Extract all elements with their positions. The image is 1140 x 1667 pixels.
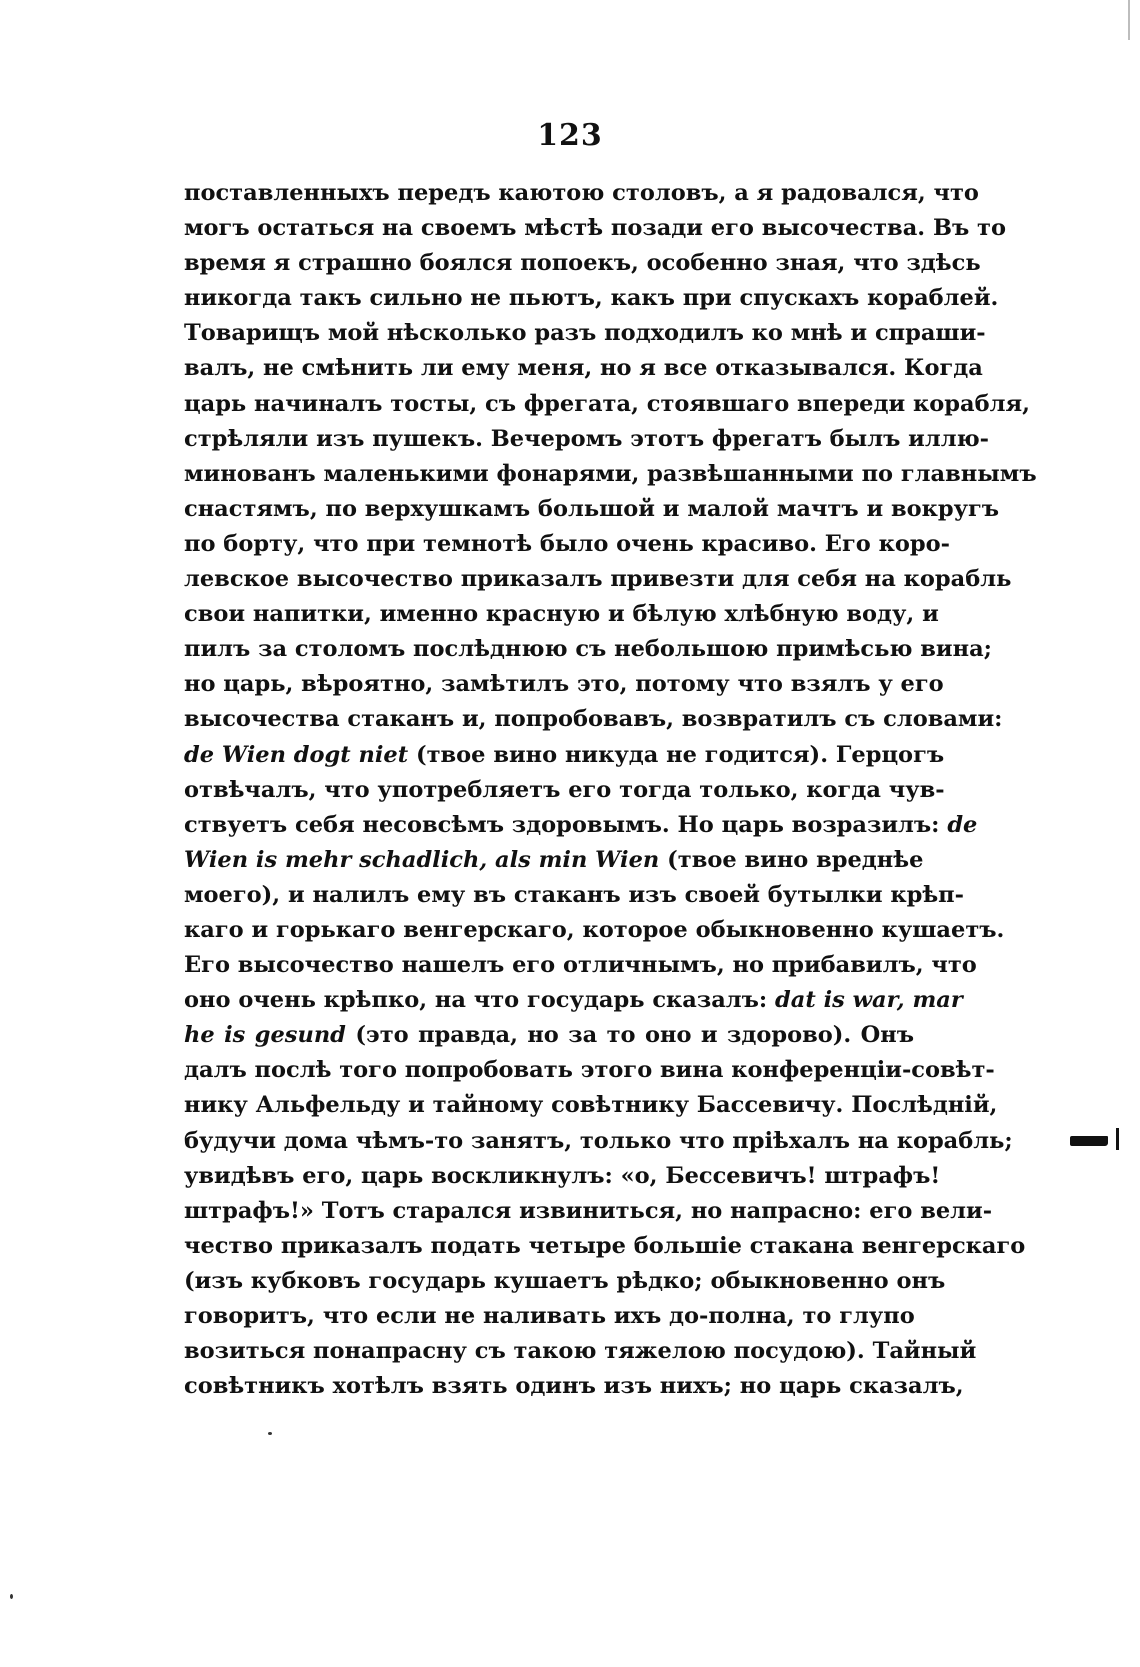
text-segment: Товарищъ мой нѣсколько разъ подходилъ ко мнѣ и спраши-	[184, 320, 986, 347]
text-segment: снастямъ, по верхушкамъ большой и малой мачтъ и вокругъ	[184, 495, 1000, 522]
text-line	[184, 316, 986, 351]
text-line	[184, 1053, 995, 1088]
text-segment: по борту, что при темнотѣ было очень красиво. Его коро-	[184, 530, 950, 557]
text-segment: увидѣвъ его, царь воскликнулъ: «о, Бессевичъ! штрафъ!	[184, 1162, 941, 1189]
text-segment: говоритъ, что если не наливать ихъ до-полна, то глупо	[184, 1303, 915, 1329]
text-segment: стрѣляли изъ пушекъ. Вечеромъ этотъ фрегатъ былъ иллю-	[184, 425, 990, 452]
text-line	[184, 948, 977, 983]
scan-speck	[268, 1432, 272, 1435]
text-segment: далъ послѣ того попробовать этого вина конференціи-совѣт-	[184, 1057, 995, 1084]
text-line	[184, 1124, 1013, 1159]
scan-edge-line	[1128, 0, 1130, 40]
margin-ink-mark	[1070, 1136, 1108, 1146]
text-segment: совѣтникъ хотѣлъ взять одинъ изъ нихъ; но царь сказалъ,	[184, 1373, 964, 1400]
margin-ink-tick	[1116, 1128, 1119, 1150]
text-line	[184, 492, 1000, 527]
text-line	[184, 1229, 1026, 1264]
text-line	[184, 1334, 977, 1369]
italic-phrase: Wien is mehr schadlich, als min Wien	[184, 846, 660, 873]
text-line	[184, 808, 978, 843]
text-line	[184, 1194, 993, 1229]
text-line	[184, 457, 1037, 492]
text-line	[184, 562, 1012, 597]
text-line	[184, 281, 999, 316]
text-segment: будучи дома чѣмъ-то занятъ, только что пріѣхалъ на корабль;	[184, 1127, 1013, 1154]
text-line	[184, 246, 981, 281]
text-segment: высочества стаканъ и, попробовавъ, возвратилъ съ словами:	[184, 706, 1003, 733]
scan-speck	[10, 1594, 13, 1599]
text-line	[184, 1088, 998, 1123]
text-segment: оно очень крѣпко, на что государь сказалъ:	[184, 987, 776, 1014]
text-line	[184, 667, 944, 702]
text-segment: минованъ маленькими фонарями, развѣшанными по главнымъ	[184, 460, 1037, 487]
page-number: 123	[537, 118, 603, 153]
text-segment: каго и горькаго венгерскаго, которое обыкновенно кушаетъ.	[184, 916, 1005, 943]
text-segment: (изъ кубковъ государь кушаетъ рѣдко; обыкновенно онъ	[184, 1267, 946, 1294]
text-segment: Его высочество нашелъ его отличнымъ, но прибавилъ, что	[184, 952, 977, 979]
text-line	[184, 738, 945, 773]
italic-phrase: dat is war, mar	[775, 987, 963, 1014]
text-line	[184, 597, 939, 632]
text-line	[184, 702, 1003, 737]
text-segment: (твое вино никуда не годится). Герцогъ	[408, 741, 945, 768]
text-line	[184, 773, 945, 808]
text-segment: моего), и налилъ ему въ стаканъ изъ своей бутылки крѣп-	[184, 881, 964, 908]
text-segment: (это правда, но за то оно и здорово). Онъ	[345, 1022, 914, 1049]
body-text	[184, 176, 1037, 1404]
text-segment: ствуетъ себя несовсѣмъ здоровымъ. Но царь возразилъ:	[184, 811, 948, 838]
text-line	[184, 983, 963, 1018]
text-line	[184, 913, 1005, 948]
text-line	[184, 1264, 946, 1299]
text-line	[184, 527, 950, 562]
text-line	[184, 1018, 914, 1053]
text-segment: чество приказалъ подать четыре большіе стакана венгерскаго	[184, 1232, 1026, 1259]
text-line	[184, 843, 924, 878]
italic-phrase: he is gesund	[184, 1022, 346, 1049]
text-segment: свои напитки, именно красную и бѣлую хлѣбную воду, и	[184, 601, 939, 628]
text-line	[184, 1299, 914, 1334]
text-line	[184, 176, 979, 211]
text-line	[184, 422, 990, 457]
text-segment: нику Альфельду и тайному совѣтнику Бассевичу. Послѣдній,	[184, 1092, 998, 1119]
text-line	[184, 1159, 941, 1194]
text-line	[184, 632, 992, 667]
text-segment: возиться понапрасну съ такою тяжелою посудою). Тайный	[184, 1338, 977, 1365]
text-segment: никогда такъ сильно не пьютъ, какъ при спускахъ кораблей.	[184, 285, 999, 312]
italic-phrase: de Wien dogt niet	[184, 741, 409, 768]
text-segment: но царь, вѣроятно, замѣтилъ это, потому что взялъ у его	[184, 671, 944, 698]
text-segment: царь начиналъ тосты, съ фрегата, стоявшаго впереди корабля,	[184, 390, 1030, 417]
text-line	[184, 211, 1006, 246]
text-line	[184, 351, 983, 386]
text-segment: поставленныхъ передъ каютою столовъ, а я радовался, что	[184, 180, 979, 206]
text-line	[184, 1369, 964, 1404]
text-segment: могъ остаться на своемъ мѣстѣ позади его высочества. Въ то	[184, 215, 1006, 242]
text-segment: время я страшно боялся попоекъ, особенно зная, что здѣсь	[184, 250, 981, 277]
text-segment: пилъ за столомъ послѣднюю съ небольшою примѣсью вина;	[184, 636, 992, 663]
text-segment: отвѣчалъ, что употребляетъ его тогда только, когда чув-	[184, 776, 945, 803]
italic-phrase: de	[947, 811, 978, 838]
text-segment: (твое вино вреднѣе	[659, 846, 924, 873]
text-line	[184, 878, 964, 913]
text-segment: левское высочество приказалъ привезти для себя на корабль	[184, 566, 1012, 593]
text-line	[184, 387, 1030, 422]
text-segment: штрафъ!» Тотъ старался извиниться, но напрасно: его вели-	[184, 1197, 993, 1224]
text-segment: валъ, не смѣнить ли ему меня, но я все отказывался. Когда	[184, 355, 983, 382]
